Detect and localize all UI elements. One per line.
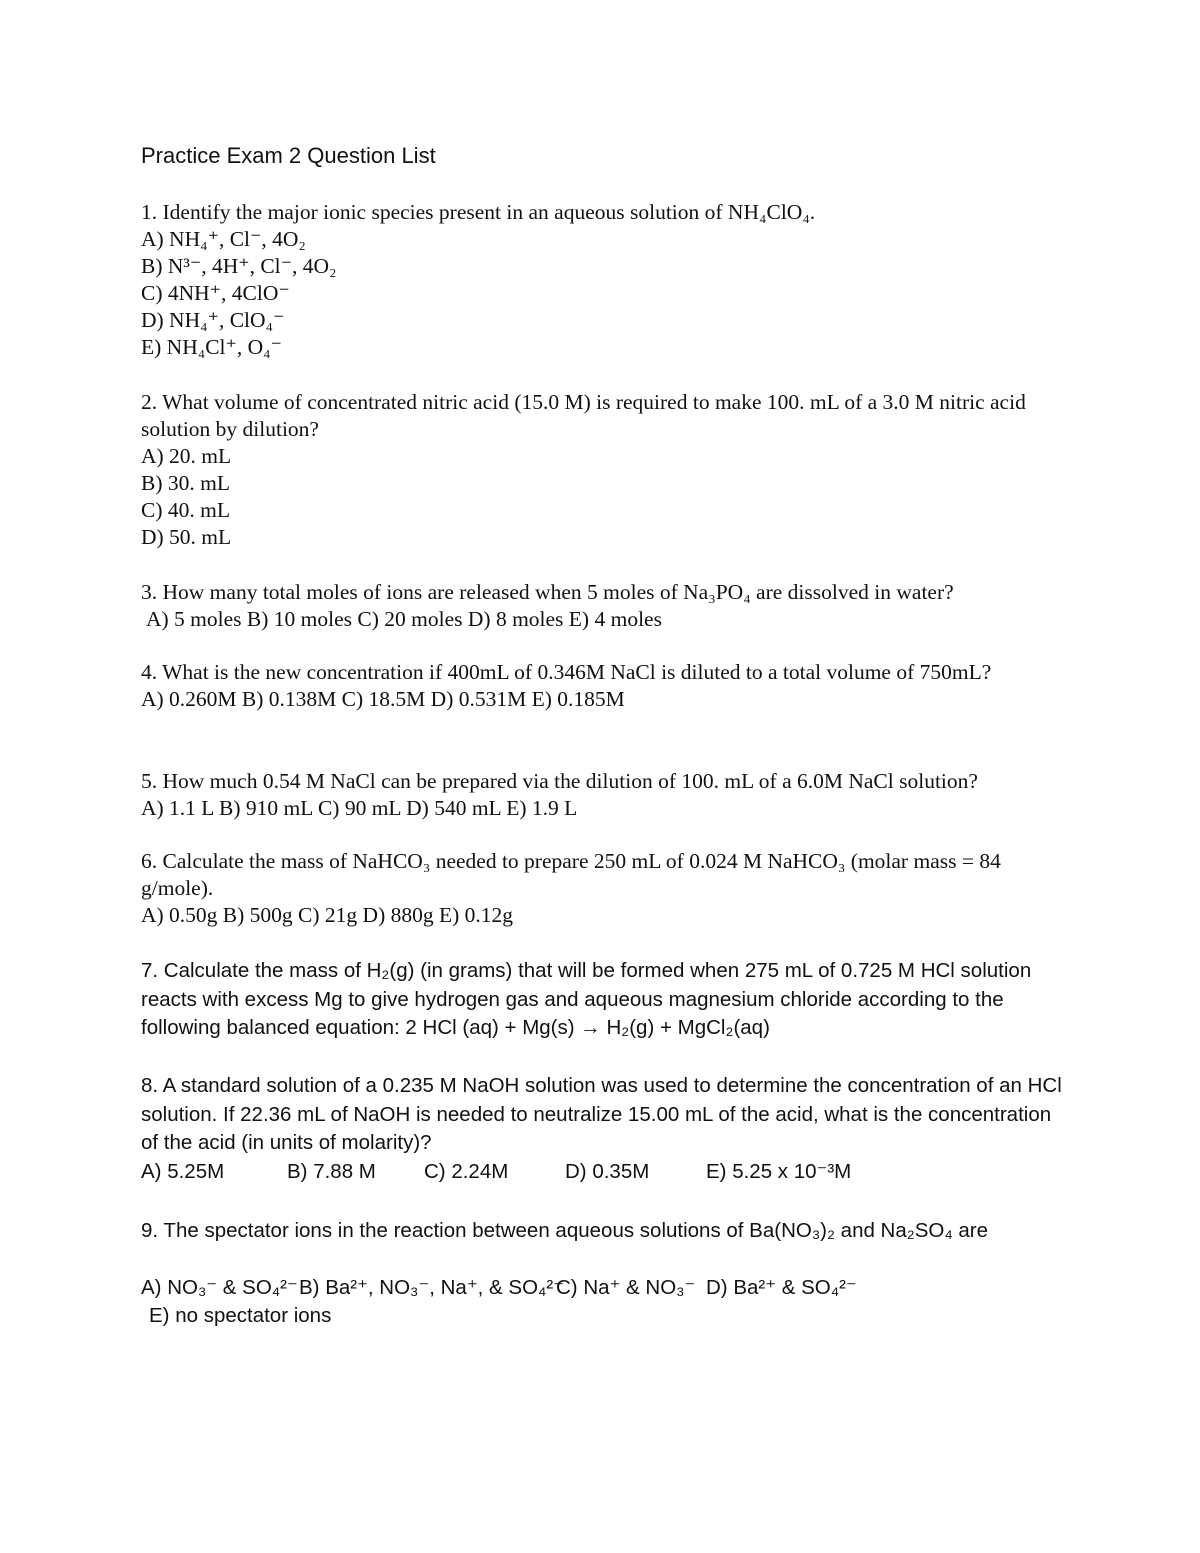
- question-7-stem: 7. Calculate the mass of H₂(g) (in grams) that will be formed when 275 mL of 0.725 M HCl solution reacts with excess Mg to give hydrogen gas and aqueous magnesium chloride according to the following balanced equation: 2 HCl (aq) + Mg(s) → H₂(g) + MgCl₂(aq): [141, 959, 1032, 1039]
- question-8-stem: 8. A standard solution of a 0.235 M NaOH solution was used to determine the concentration of an HCl solution. If 22.36 mL of NaOH is needed to neutralize 15.00 mL of the acid, what is the concentration of the acid (in units of molarity)?: [141, 1074, 1062, 1154]
- question-4-stem: 4. What is the new concentration if 400mL of 0.346M NaCl is diluted to a total volume of 750mL?: [141, 660, 992, 684]
- question-8-option-e: E) 5.25 x 10⁻³M: [706, 1159, 852, 1183]
- question-9-option-a: A) NO₃⁻ & SO₄²⁻: [141, 1275, 298, 1299]
- question-1-option-c: C) 4NH⁺, 4ClO⁻: [141, 281, 290, 305]
- question-9-option-b: B) Ba²⁺, NO₃⁻, Na⁺, & SO₄²⁻: [299, 1275, 565, 1299]
- question-8-option-a: A) 5.25M: [141, 1159, 225, 1183]
- question-2-option-a: A) 20. mL: [141, 444, 232, 468]
- question-2: [141, 389, 1071, 551]
- question-2-option-d: D) 50. mL: [141, 525, 232, 549]
- question-6: [141, 848, 1071, 929]
- question-4-options: A) 0.260M B) 0.138M C) 18.5M D) 0.531M E) 0.185M: [141, 687, 625, 711]
- question-9: [141, 1217, 1071, 1331]
- question-1-option-e: E) NH₄Cl⁺, O₄⁻: [141, 335, 282, 359]
- question-3: [141, 579, 1071, 633]
- question-2-option-b: B) 30. mL: [141, 471, 230, 495]
- question-6-options: A) 0.50g B) 500g C) 21g D) 880g E) 0.12g: [141, 903, 514, 927]
- question-1: [141, 199, 1071, 361]
- question-8-option-b: B) 7.88 M: [287, 1159, 376, 1183]
- question-5: [141, 768, 1071, 822]
- question-9-options: [141, 1274, 1071, 1303]
- question-3-stem: 3. How many total moles of ions are released when 5 moles of Na₃PO₄ are dissolved in water?: [141, 580, 954, 604]
- question-8-option-d: D) 0.35M: [565, 1159, 650, 1183]
- question-4: [141, 659, 1071, 713]
- question-9-option-e: E) no spectator ions: [149, 1304, 332, 1327]
- question-1-option-b: B) N³⁻, 4H⁺, Cl⁻, 4O₂: [141, 254, 337, 278]
- question-5-stem: 5. How much 0.54 M NaCl can be prepared via the dilution of 100. mL of a 6.0M NaCl solution?: [141, 769, 978, 793]
- page-title: Practice Exam 2 Question List: [141, 143, 436, 168]
- question-8: [141, 1072, 1071, 1186]
- question-8-option-c: C) 2.24M: [424, 1159, 509, 1183]
- question-1-option-d: D) NH₄⁺, ClO₄⁻: [141, 308, 285, 332]
- question-9-option-c: C) Na⁺ & NO₃⁻: [556, 1275, 696, 1299]
- question-5-options: A) 1.1 L B) 910 mL C) 90 mL D) 540 mL E) 1.9 L: [141, 796, 578, 820]
- question-3-options: A) 5 moles B) 10 moles C) 20 moles D) 8 moles E) 4 moles: [146, 607, 662, 631]
- question-2-option-c: C) 40. mL: [141, 498, 230, 522]
- question-2-stem: 2. What volume of concentrated nitric acid (15.0 M) is required to make 100. mL of a 3.0 M nitric acid solution by dilution?: [141, 390, 1026, 441]
- question-7: [141, 957, 1071, 1043]
- question-6-stem: 6. Calculate the mass of NaHCO₃ needed to prepare 250 mL of 0.024 M NaHCO₃ (molar mass = 84 g/mole).: [141, 849, 1001, 900]
- question-9-option-d: D) Ba²⁺ & SO₄²⁻: [706, 1275, 857, 1299]
- question-9-stem: 9. The spectator ions in the reaction between aqueous solutions of Ba(NO₃)₂ and Na₂SO₄ are: [141, 1219, 989, 1242]
- question-8-options: [141, 1158, 1071, 1187]
- question-1-option-a: A) NH₄⁺, Cl⁻, 4O₂: [141, 227, 306, 251]
- question-1-stem: 1. Identify the major ionic species present in an aqueous solution of NH₄ClO₄.: [141, 200, 816, 224]
